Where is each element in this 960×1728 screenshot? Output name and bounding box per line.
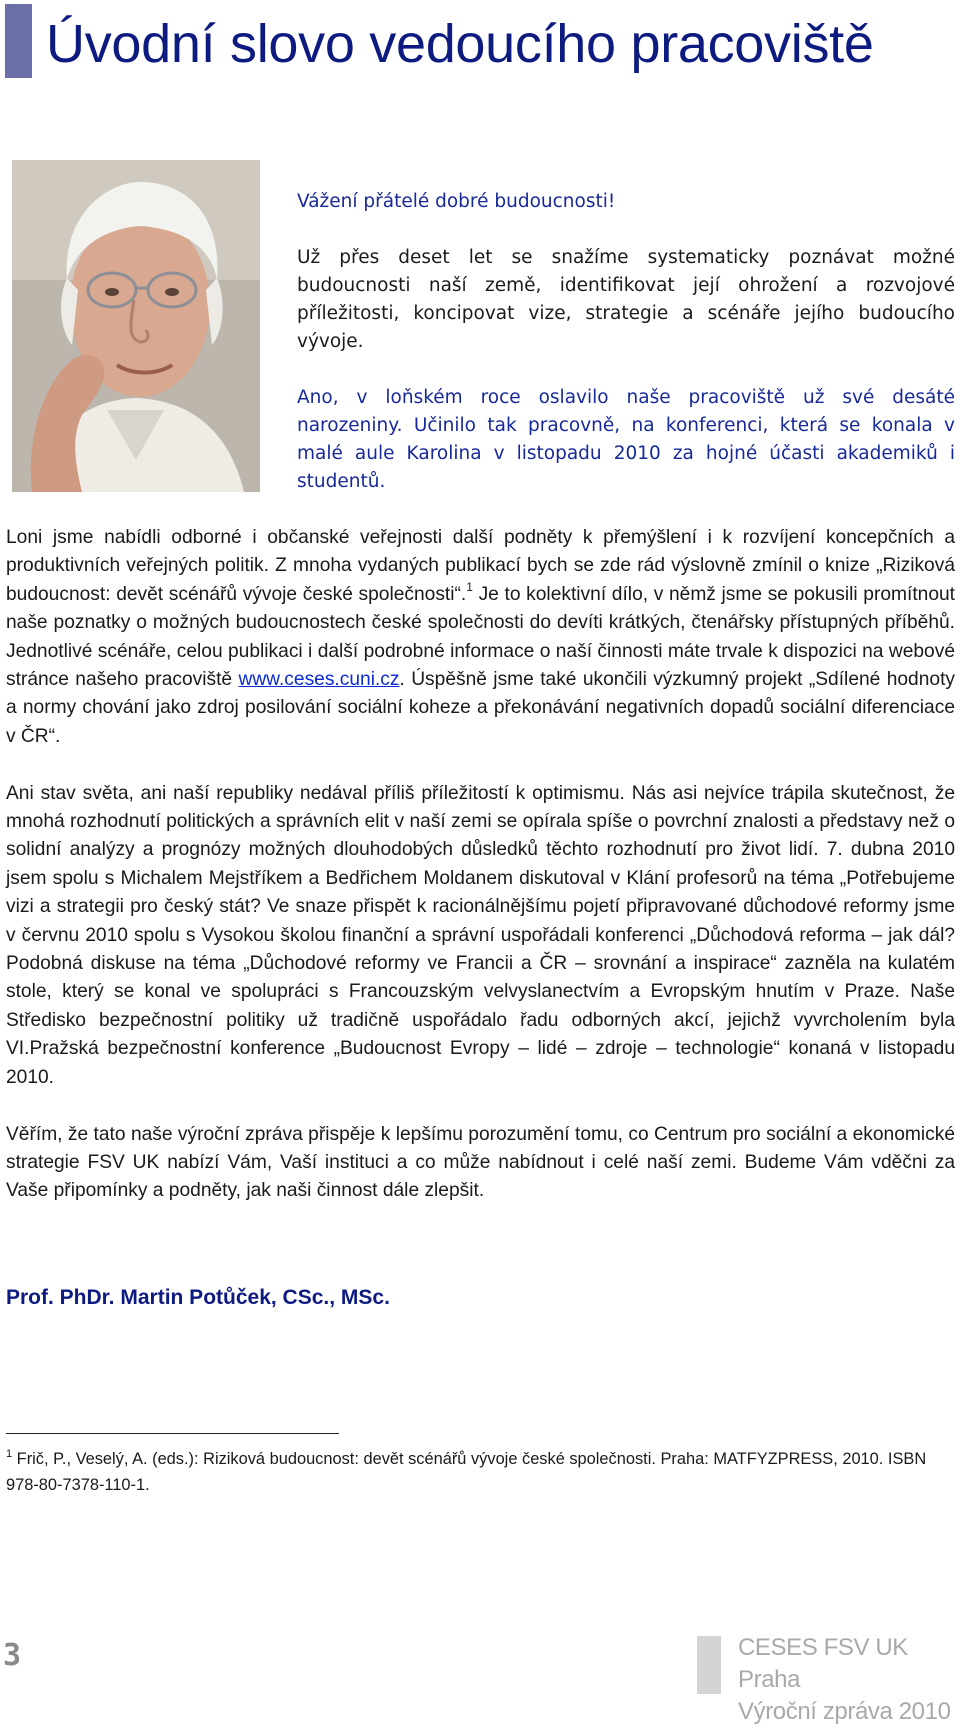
intro-paragraph-1: Už přes deset let se snažíme systematicky poznávat možné budoucnosti naší země, identifikovat její ohrožení a rozvojové příležitosti, koncipovat vize, strategie a scénáře jejího budoucího vývoje. xyxy=(297,247,955,352)
body-paragraph-1-c: . Úspěšně jsme také ukončili výzkumný projekt „Sdílené hodnoty a normy chování jako zdroj posilování sociální koheze a překonávání negativních dopadů sociální diferenciace v ČR“. xyxy=(6,669,955,747)
body-paragraph-1 xyxy=(6,524,955,751)
intro-paragraph-2 xyxy=(297,384,955,496)
portrait-photo-icon xyxy=(12,160,260,492)
website-link[interactable]: www.ceses.cuni.cz xyxy=(238,669,400,691)
footer-text xyxy=(738,1632,960,1728)
footnote xyxy=(6,1446,955,1498)
footnote-marker: 1 xyxy=(6,1448,13,1460)
body-paragraph-1-b: Je to kolektivní dílo, v němž jsme se pokusili promítnout naše poznatky o možných budoucnostech české společnosti do devíti krátkých, čtenářsky přístupných příběhů. Jednotlivé scénáře, celou publikaci i další podrobné informace o naší činnosti máte trvale k dispozici na webové stránce našeho pracoviště xyxy=(6,583,955,691)
footer-line-2: Výroční zpráva 2010 xyxy=(738,1698,951,1725)
footnote-text: Frič, P., Veselý, A. (eds.): Riziková budoucnost: devět scénářů vývoje české společnosti. Praha: MATFYZPRESS, 2010. ISBN 978-80-7378-110-1. xyxy=(6,1450,927,1494)
intro-section xyxy=(297,188,955,524)
body-paragraph-3: Věřím, že tato naše výroční zpráva přispěje k lepšímu porozumění tomu, co Centrum pro sociální a ekonomické strategie FSV UK nabízí Vám, Vaší instituci a co může nabídnout i celé naší zemi. Budeme Vám vděčni za Vaše připomínky a podněty, jak naši činnost dále zlepšit. xyxy=(6,1123,955,1202)
intro-paragraph-2-b: Učinilo tak pracovně, na konferenci, která se konala v malé aule Karolina v listopadu 2010 za hojné účasti akademiků i studentů. xyxy=(297,415,955,492)
intro-paragraph-2-a: Ano, v loňském roce oslavilo naše pracoviště už své desáté narozeniny. xyxy=(297,387,955,436)
body-paragraph-2: Ani stav světa, ani naší republiky nedával příliš příležitostí k optimismu. Nás asi nejvíce trápila skutečnost, že mnohá rozhodnutí politických a správních elit v naší zemi se opírala spíše o povrchní znalosti a představy než o solidní analýzy a prognózy možných dlouhodobých důsledků těchto rozhodnutí pro život lidí. 7. dubna 2010 jsem spolu s Michalem Mejstříkem a Bedřichem Moldanem diskutoval v Klání profesorů na téma „Potřebujeme vizi a strategii pro český stát? Ve snaze přispět k racionálnějšímu pojetí připravované důchodové reformy jsme v červnu 2010 spolu s Vysokou školou finanční a správní uspořádali konferenci „Důchodová reforma – jak dál? Podobná diskuse na téma „Důchodové reformy ve Francii a ČR – srovnání a inspirace“ zazněla na kulatém stole, který se konal ve spolupráci s Francouzským velvyslanectvím a Evropským hnutím v Praze. Naše Středisko bezpečnostní politiky už tradičně uspořádalo řadu odborných akcí, jejichž vyvrcholením byla VI.Pražská bezpečnostní konference „Budoucnost Evropy – lidé – zdroje – technologie“ konaná v listopadu 2010. xyxy=(6,782,955,1088)
portrait-photo xyxy=(12,160,260,492)
title-accent-bar xyxy=(5,4,32,78)
page-title: Úvodní slovo vedoucího pracoviště xyxy=(46,14,874,74)
footnote-reference[interactable]: 1 xyxy=(466,579,473,594)
body-paragraph-1-a: Loni jsme nabídli odborné i občanské veřejnosti další podněty k přemýšlení i k rozvíjení koncepčních a produktivních veřejných politik. Z mnoha vydaných publikací bych se zde rád výslovně zmínil o knize „Riziková budoucnost: devět scénářů vývoje české společnosti“. xyxy=(6,527,955,605)
page-number: 3 xyxy=(3,1638,22,1673)
footnote-divider xyxy=(6,1433,339,1434)
body-section xyxy=(6,524,955,1234)
footer-accent-box xyxy=(697,1636,721,1694)
signature: Prof. PhDr. Martin Potůček, CSc., MSc. xyxy=(6,1286,390,1309)
greeting: Vážení přátelé dobré budoucnosti! xyxy=(297,191,616,212)
footer-line-1: CESES FSV UK Praha xyxy=(738,1634,908,1693)
